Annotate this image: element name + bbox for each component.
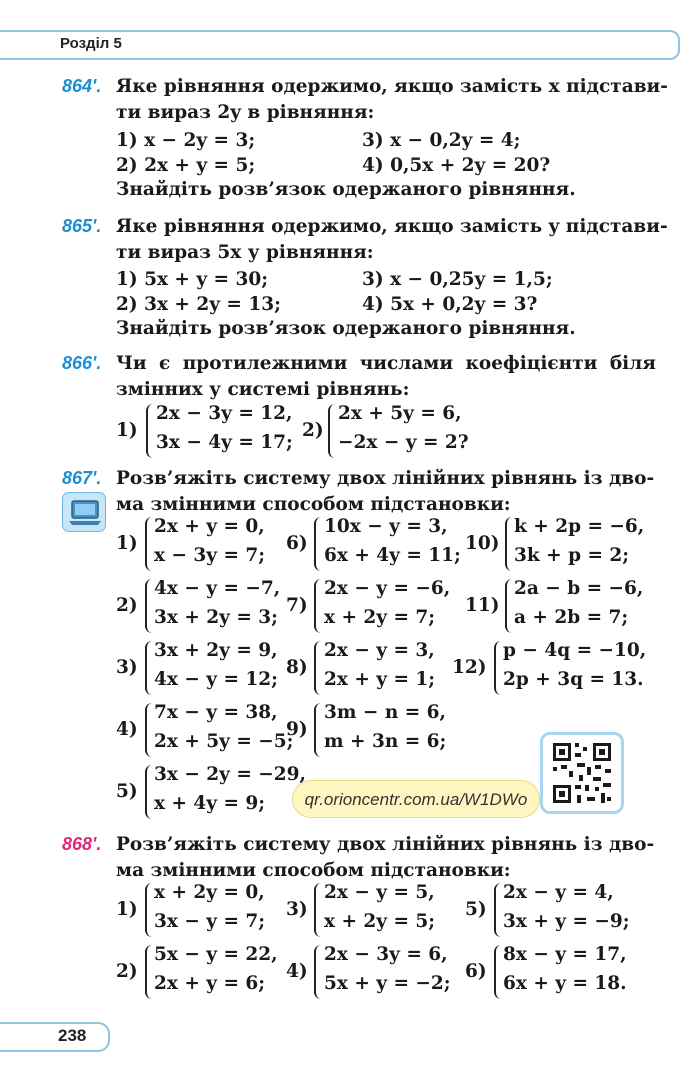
- problem-864-footer: Знайдіть розв’язок одержаного рівняння.: [116, 179, 576, 200]
- system-number: 10): [465, 533, 500, 554]
- problem-865-option-4: 4) 5x + 0,2y = 3?: [362, 294, 538, 315]
- system-equation-2: 5x + y = −2;: [324, 973, 451, 994]
- system-equation-2: 2x + 5y = −5;: [154, 731, 294, 752]
- system-number: 5): [116, 781, 138, 802]
- system-equation-1: x + 2y = 0,: [154, 882, 265, 903]
- system-equation-1: 4x − y = −7,: [154, 578, 281, 599]
- system-equation-2: 3x − 4y = 17;: [156, 432, 293, 453]
- system-equation-1: 5x − y = 22,: [154, 944, 278, 965]
- system-equation-1: 2x + y = 0,: [154, 516, 265, 537]
- system-number: 2): [302, 420, 324, 441]
- problem-868-text-1: Розв’яжіть систему двох лінійних рівнянь із дво-: [116, 834, 655, 855]
- system-number: 11): [465, 595, 500, 616]
- problem-864-option-3: 3) x − 0,2y = 4;: [362, 130, 521, 151]
- problem-number-867: 867'.: [62, 468, 102, 488]
- system-equation-2: −2x − y = 2?: [338, 432, 469, 453]
- system-number: 6): [465, 961, 487, 982]
- system-equation-1: p − 4q = −10,: [503, 640, 647, 661]
- system-number: 1): [116, 533, 138, 554]
- system-equation-2: x + 2y = 5;: [324, 911, 436, 932]
- system-number: 5): [465, 899, 487, 920]
- system-equation-2: x + 4y = 9;: [154, 793, 266, 814]
- problem-868-text-2: ма змінними способом підстановки:: [116, 860, 511, 881]
- system-number: 6): [286, 533, 308, 554]
- system-equation-1: 2x − y = 3,: [324, 640, 435, 661]
- system-number: 9): [286, 719, 308, 740]
- system-number: 1): [116, 899, 138, 920]
- problem-number-866: 866'.: [62, 353, 102, 373]
- system-equation-1: 8x − y = 17,: [503, 944, 627, 965]
- qr-code-icon[interactable]: [540, 732, 624, 814]
- system-equation-2: 3k + p = 2;: [514, 545, 630, 566]
- qr-link[interactable]: qr.orioncentr.com.ua/W1DWo: [292, 780, 540, 818]
- system-equation-1: 10x − y = 3,: [324, 516, 448, 537]
- problem-864-text-2: ти вираз 2y в рівняння:: [116, 102, 375, 123]
- system-equation-1: 3x + 2y = 9,: [154, 640, 278, 661]
- problem-number-868: 868'.: [62, 834, 102, 854]
- system-equation-1: 2x − 3y = 6,: [324, 944, 448, 965]
- system-equation-2: 2p + 3q = 13.: [503, 669, 644, 690]
- system-equation-2: x + 2y = 7;: [324, 607, 436, 628]
- system-number: 4): [116, 719, 138, 740]
- system-number: 7): [286, 595, 308, 616]
- system-equation-1: 2x − 3y = 12,: [156, 403, 293, 424]
- system-number: 12): [452, 657, 487, 678]
- problem-864-text-1: Яке рівняння одержимо, якщо замість x підстави-: [116, 76, 668, 97]
- system-number: 3): [286, 899, 308, 920]
- problem-865-footer: Знайдіть розв’язок одержаного рівняння.: [116, 318, 576, 339]
- problem-865-option-3: 3) x − 0,25y = 1,5;: [362, 269, 553, 290]
- system-equation-2: 4x − y = 12;: [154, 669, 278, 690]
- problem-865-text-1: Яке рівняння одержимо, якщо замість y підстави-: [116, 216, 668, 237]
- system-equation-1: 3x − 2y = −29,: [154, 764, 306, 785]
- section-title: Розділ 5: [60, 35, 122, 52]
- system-equation-2: m + 3n = 6;: [324, 731, 447, 752]
- problem-866-text-2: змінних у системі рівнянь:: [116, 379, 410, 400]
- problem-866-text-1: Чи є протилежними числами коефіцієнти біля: [116, 353, 656, 374]
- problem-number-865: 865'.: [62, 216, 102, 236]
- system-equation-2: 6x + 4y = 11;: [324, 545, 461, 566]
- system-equation-1: 2x + 5y = 6,: [338, 403, 462, 424]
- system-number: 4): [286, 961, 308, 982]
- system-equation-1: 2x − y = 4,: [503, 882, 614, 903]
- system-number: 8): [286, 657, 308, 678]
- system-equation-2: 3x + y = −9;: [503, 911, 630, 932]
- system-equation-2: 6x + y = 18.: [503, 973, 627, 994]
- system-equation-1: 7x − y = 38,: [154, 702, 278, 723]
- system-equation-1: 3m − n = 6,: [324, 702, 446, 723]
- problem-864-option-4: 4) 0,5x + 2y = 20?: [362, 155, 551, 176]
- system-equation-2: x − 3y = 7;: [154, 545, 266, 566]
- page-number: 238: [58, 1026, 87, 1045]
- problem-865-option-1: 1) 5x + y = 30;: [116, 269, 269, 290]
- problem-865-option-2: 2) 3x + 2y = 13;: [116, 294, 281, 315]
- problem-867-text-2: ма змінними способом підстановки:: [116, 494, 511, 515]
- problem-864-option-2: 2) 2x + y = 5;: [116, 155, 256, 176]
- system-equation-2: 2x + y = 6;: [154, 973, 266, 994]
- system-equation-2: a + 2b = 7;: [514, 607, 629, 628]
- system-number: 3): [116, 657, 138, 678]
- problem-867-text-1: Розв’яжіть систему двох лінійних рівнянь із дво-: [116, 468, 655, 489]
- page-number-box: [0, 1022, 110, 1052]
- system-equation-1: 2x − y = −6,: [324, 578, 451, 599]
- system-equation-2: 2x + y = 1;: [324, 669, 436, 690]
- system-number: 1): [116, 420, 138, 441]
- system-equation-1: 2x − y = 5,: [324, 882, 435, 903]
- system-equation-2: 3x + 2y = 3;: [154, 607, 278, 628]
- system-number: 2): [116, 595, 138, 616]
- system-number: 2): [116, 961, 138, 982]
- problem-865-text-2: ти вираз 5x у рівняння:: [116, 242, 374, 263]
- problem-864-option-1: 1) x − 2y = 3;: [116, 130, 256, 151]
- laptop-icon: [62, 492, 106, 532]
- system-equation-1: 2a − b = −6,: [514, 578, 644, 599]
- problem-number-864: 864'.: [62, 76, 102, 96]
- system-equation-2: 3x − y = 7;: [154, 911, 266, 932]
- system-equation-1: k + 2p = −6,: [514, 516, 645, 537]
